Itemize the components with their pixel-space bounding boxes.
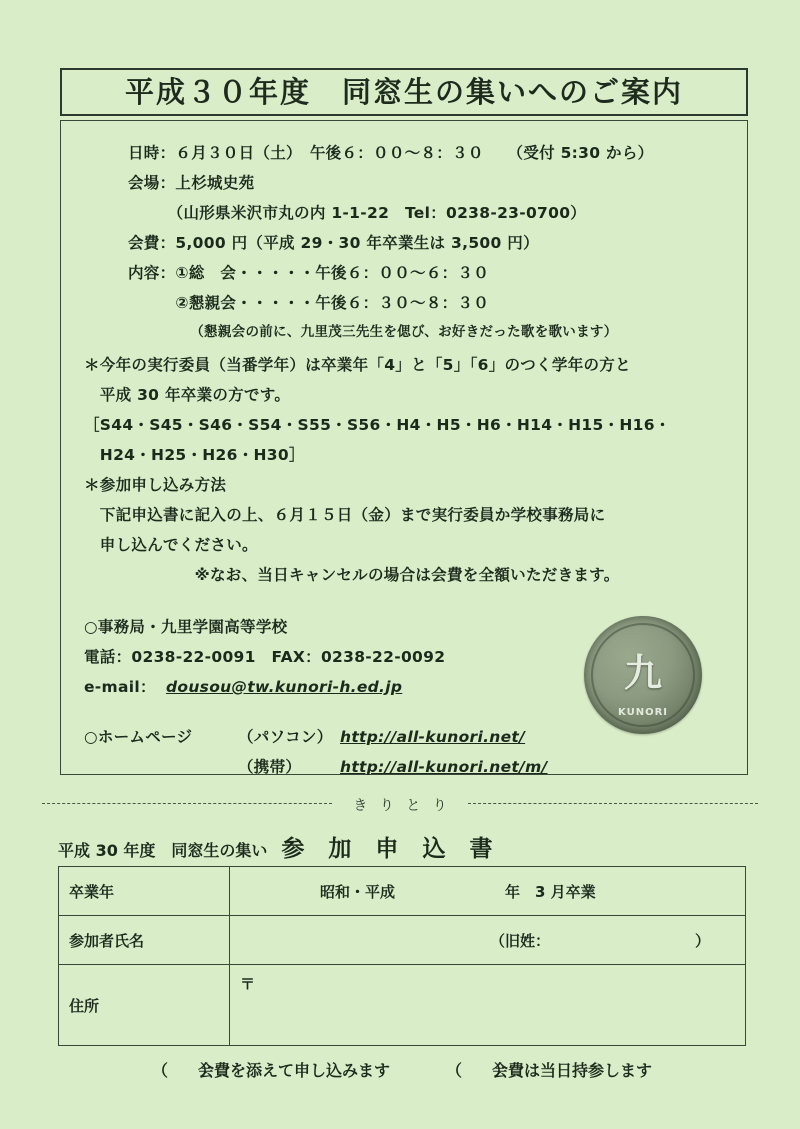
cut-line-label: き り と り [353, 798, 451, 814]
application-form-table [58, 866, 746, 1046]
payment-option-onsite[interactable] [446, 1058, 652, 1081]
payment-option-onsite-label: 会費は当日持参します [492, 1061, 653, 1080]
school-seal-stamp [584, 616, 702, 734]
cut-line [42, 795, 758, 814]
committee-line-1: ＊今年の実行委員（当番学年）は卒業年「4」と「5」「6」のつく学年の方と [84, 356, 631, 374]
maiden-name-label: （旧姓： [490, 931, 551, 950]
committee-years-line-2: H24・H25・H26・H30］ [84, 446, 305, 464]
payment-option-enclosed-label: 会費を添えて申し込みます [197, 1061, 390, 1080]
homepage-mobile-url[interactable]: http://all-kunori.net/m/ [340, 758, 548, 776]
office-line-email-label: e-mail： [84, 678, 156, 696]
homepage-pc-url[interactable]: http://all-kunori.net/ [340, 728, 526, 746]
form-heading-big: 参 加 申 込 書 [281, 836, 501, 862]
form-heading [58, 830, 500, 863]
detail-line-program-1: 内容：①総 会・・・・・午後６：００〜６：３０ [128, 264, 490, 282]
row-label-address: 住所 [59, 965, 230, 1046]
email-address[interactable]: dousou@tw.kunori-h.ed.jp [166, 678, 403, 696]
era-options: 昭和・平成 [320, 882, 396, 901]
form-heading-small: 平成 30 年度 同窓生の集い [58, 841, 268, 860]
table-row [59, 867, 746, 916]
row-value-graduation-year[interactable] [230, 867, 746, 916]
homepage-mobile-label: （携帯） [238, 758, 302, 776]
checkbox-onsite[interactable]: （ ） [446, 1061, 511, 1080]
row-value-participant-name[interactable] [230, 916, 746, 965]
row-value-address[interactable] [230, 965, 746, 1046]
office-line-name: ○事務局・九里学園高等学校 [84, 618, 288, 636]
maiden-name-close-paren: ） [695, 931, 711, 950]
cut-dash-right [468, 803, 758, 804]
row-label-graduation-year: 卒業年 [59, 867, 230, 916]
committee-line-2: 平成 30 年卒業の方です。 [84, 386, 291, 404]
office-line-phone: 電話：0238-22-0091 FAX：0238-22-0092 [84, 648, 446, 666]
committee-years-line-1: ［S44・S45・S46・S54・S55・S56・H4・H5・H6・H14・H15・H16・ [84, 416, 671, 434]
homepage-label: ○ホームページ [84, 728, 193, 746]
detail-line-datetime: 日時：６月３０日（土） 午後６：００〜８：３０ （受付 5:30 から） [128, 144, 654, 162]
footer-payment-options [58, 1058, 746, 1081]
application-line-1: ＊参加申し込み方法 [84, 476, 227, 494]
application-cancel-note: ※なお、当日キャンセルの場合は会費を全額いただきます。 [84, 566, 620, 584]
seal-subtext: KUNORI [618, 707, 668, 718]
detail-line-fee: 会費：5,000 円（平成 29・30 年卒業生は 3,500 円） [128, 234, 539, 252]
table-row [59, 965, 746, 1046]
row-label-participant-name: 参加者氏名 [59, 916, 230, 965]
postal-code-mark: 〒 [240, 975, 256, 993]
table-row [59, 916, 746, 965]
checkbox-enclosed[interactable]: （ ） [151, 1061, 216, 1080]
seal-kanji: 九 [623, 650, 662, 695]
detail-line-program-2: ②懇親会・・・・・午後６：３０〜８：３０ [128, 294, 490, 312]
detail-line-venue: 会場：上杉城史苑 [128, 174, 255, 192]
cut-dash-left [42, 803, 332, 804]
payment-option-enclosed[interactable] [152, 1058, 390, 1081]
year-month-suffix: 年 3 月卒業 [505, 882, 596, 901]
application-line-2: 下記申込書に記入の上、６月１５日（金）まで実行委員か学校事務局に [84, 506, 606, 524]
page-title: 平成３０年度 同窓生の集いへのご案内 [124, 75, 683, 109]
homepage-pc-label: （パソコン） [238, 728, 333, 746]
application-line-3: 申し込んでください。 [84, 536, 258, 554]
detail-line-address: （山形県米沢市丸の内 1-1-22 Tel：0238-23-0700） [128, 204, 587, 222]
detail-line-note: （懇親会の前に、九里茂三先生を偲び、お好きだった歌を歌います） [128, 324, 618, 340]
